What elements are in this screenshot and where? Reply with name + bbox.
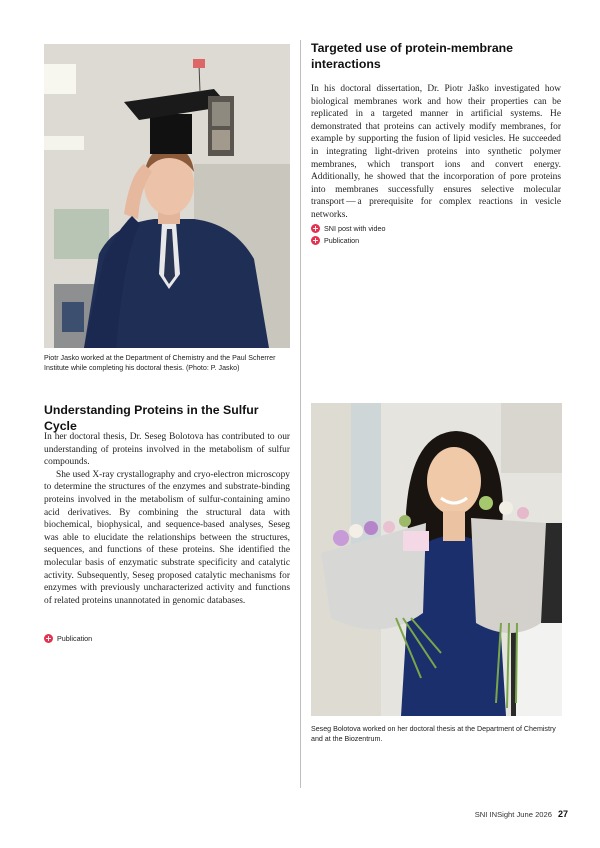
- section1-title: Targeted use of protein-membrane interactions: [311, 41, 514, 71]
- column-divider: [300, 40, 301, 788]
- footer-publication: SNI INSight June 2026: [474, 810, 552, 819]
- plus-icon: +: [312, 224, 319, 233]
- sni-post-video-link[interactable]: [311, 224, 386, 233]
- section2-title: Understanding Proteins in the Sulfur Cycle: [44, 403, 259, 433]
- section1-body: In his doctoral dissertation, Dr. Piotr Jaško investigated how biological membranes work and how their properties can be replicated in a targeted manner in artificial systems. He demonstrated that proteins can actively modify membranes, for example by supporting the fusion of lipid vesicles. He succeeded in integrating light-driven proteins into synthetic polymer membranes, which transport ions and convert energy. Additionally, he showed that the incorporation of pore proteins into membranes successfully ensures selective molecular transport — a prerequisite for complex reactions in vesicle networks.: [311, 84, 561, 220]
- photo2-caption: Seseg Bolotova worked on her doctoral thesis at the Department of Chemistry and at the Biozentrum.: [311, 725, 556, 743]
- section2-body: [44, 431, 290, 607]
- plus-icon: +: [312, 236, 319, 245]
- photo-piotr-jasko: [44, 44, 290, 348]
- publication-label-1: Publication: [324, 236, 360, 245]
- photo-seseg-bolotova: [311, 403, 562, 716]
- sni-post-video-label: SNI post with video: [324, 224, 386, 233]
- photo1-caption: Piotr Jasko worked at the Department of Chemistry and the Paul Scherrer Institute while completing his doctoral thesis. (Photo: P. Jasko): [44, 354, 276, 372]
- publication-link-2[interactable]: [44, 634, 92, 643]
- page-number: 27: [557, 809, 568, 819]
- publication-label-2: Publication: [57, 634, 93, 643]
- page-footer: [475, 809, 568, 819]
- section2-para1: In her doctoral thesis, Dr. Seseg Bolotova has contributed to our understanding of proteins involved in the metabolism of sulfur compounds.: [44, 432, 290, 468]
- publication-link-1[interactable]: [311, 236, 359, 245]
- plus-icon: +: [45, 634, 52, 643]
- section2-para2: She used X-ray crystallography and cryo-electron microscopy to determine the structures of the enzymes and substrate-binding proteins involved in the metabolism of sulfur-containing amino acid derivatives. By combining the structural data with biochemical, biophysical, and sequence-based analyses, Seseg was able to elucidate the relationships between the structures, sequences, and functions of these proteins. She identified the molecular basis of enzymatic substrate specificity and catalytic activity. Subsequently, Seseg proposed catalytic mechanisms for enzymes with previously uncharacterized activity and functions of related proteins unannotated in genomic databases.: [44, 469, 290, 606]
